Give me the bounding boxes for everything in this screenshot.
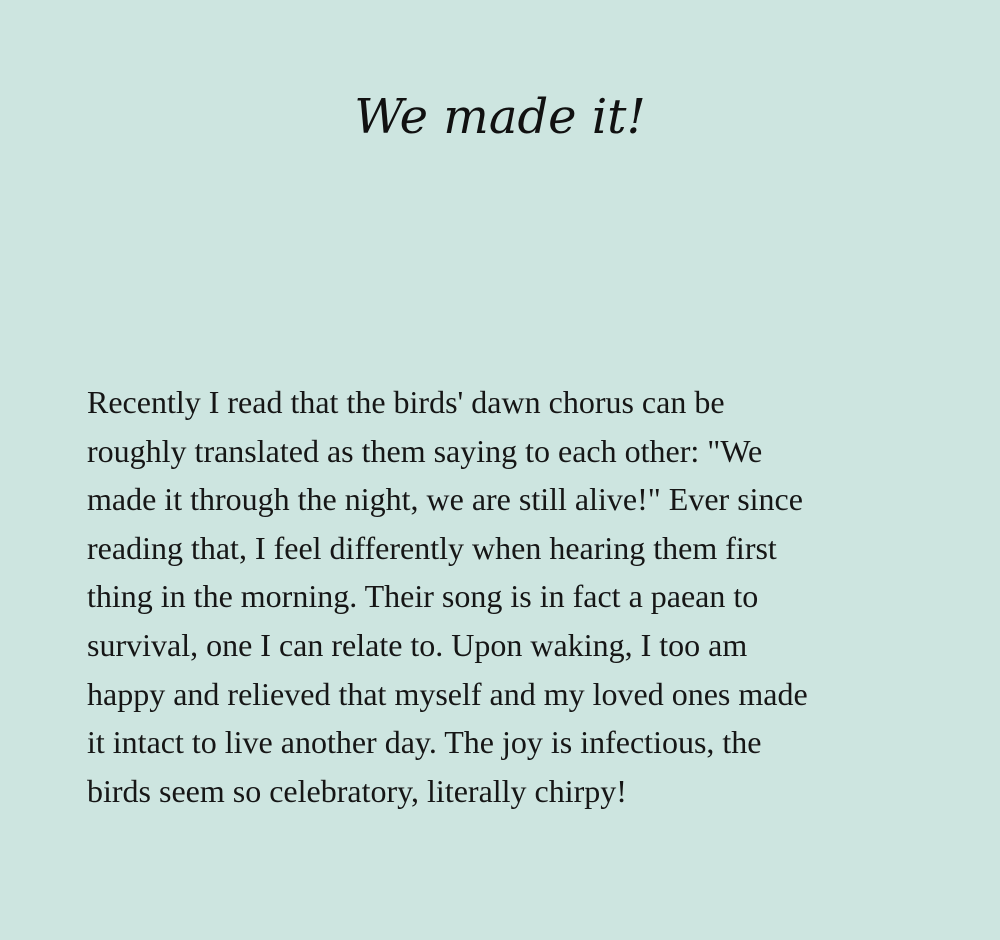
body-line: Recently I read that the birds' dawn chorus can be <box>87 384 725 420</box>
body-line: survival, one I can relate to. Upon waking, I too am <box>87 626 748 663</box>
body-line: reading that, I feel differently when hearing them first <box>87 529 777 566</box>
body-line: thing in the morning. Their song is in fact a paean to <box>87 578 759 615</box>
body-paragraph <box>87 378 913 815</box>
body-line: birds seem so celebratory, literally chirpy! <box>87 772 627 809</box>
body-line: made it through the night, we are still alive!" Ever since <box>87 481 803 518</box>
page-title: We made it! <box>354 89 646 145</box>
body-line: roughly translated as them saying to each other: "We <box>87 432 763 469</box>
body-line: it intact to live another day. The joy is infectious, the <box>87 724 762 761</box>
body-line: happy and relieved that myself and my loved ones made <box>87 675 808 712</box>
